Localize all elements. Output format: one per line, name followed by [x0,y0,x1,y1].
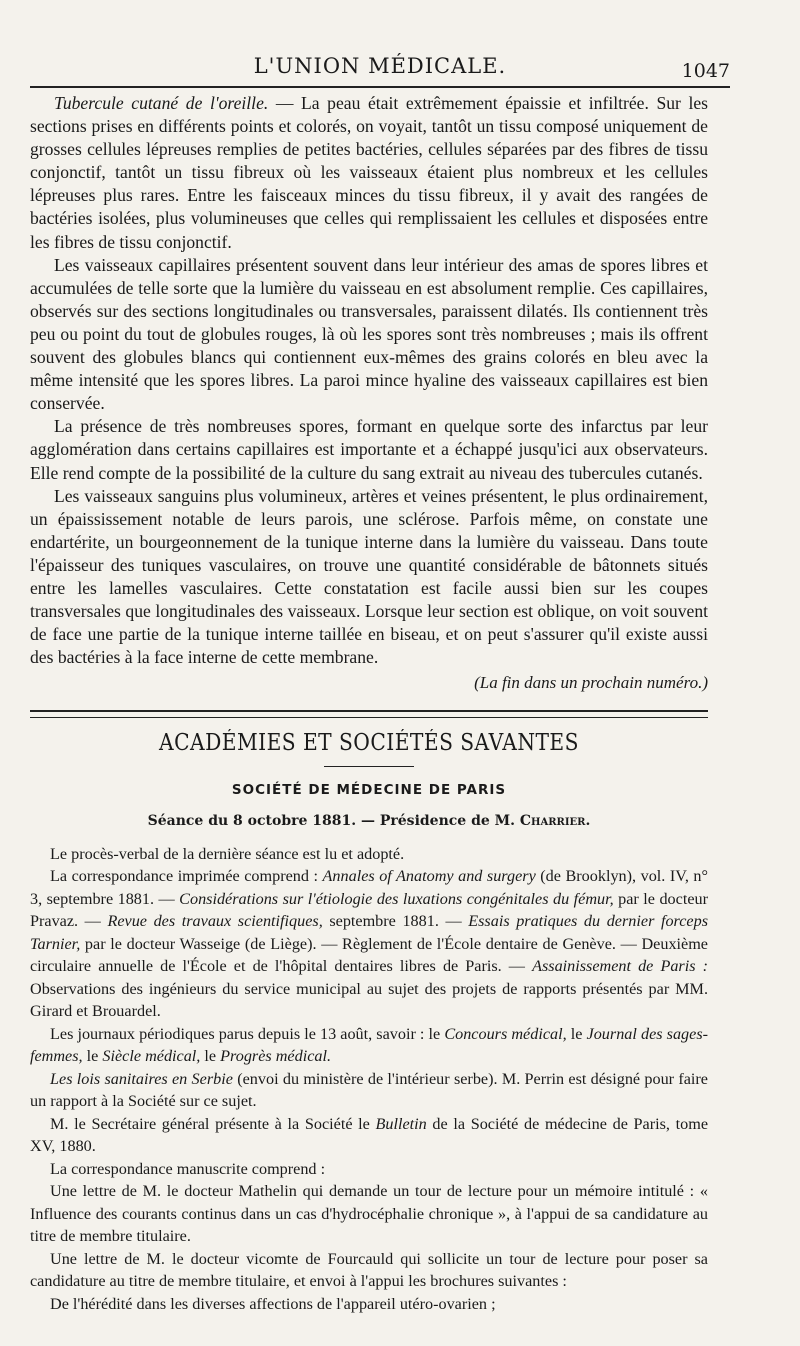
minutes-paragraph: De l'hérédité dans les diverses affections de l'appareil utéro-ovarien ; [50,1294,496,1313]
minutes-paragraph: M. le Secrétaire général présente à la Société le Bulletin de la Société de médecine de Paris, tome XV, 1880. [30,1114,708,1156]
paragraph-capillaries: Les vaisseaux capillaires présentent souvent dans leur intérieur des amas de spores libres et accumulées de telle sorte que la lumière du vaisseau en est absolument remplie. Ces capillaires, observés sur des sections longitudinales ou transversales, paraissent dilatés. Ils contiennent très peu ou point du tout de globules rouges, là où les spores sont très nombreuses ; mais ils offrent souvent des globules blancs qui contiennent eux-mêmes des grains colorés en bleu avec la même intensité que les spores libres. La paroi mince hyaline des vaisseaux capillaires est bien conservée. [30,254,708,414]
minutes-paragraph: La correspondance imprimée comprend : Annales of Anatomy and surgery (de Brooklyn), vol. IV, n° 3, septembre 1881. — Considérations sur l'étiologie des luxations congénitales du fémur, par le docteur Pravaz. — Revue des travaux scientifiques, septembre 1881. — Essais pratiques du dernier forceps Tarnier, par le docteur Wasseige (de Liège). — Règlement de l'École dentaire de Genève. — Deuxième circulaire annuelle de l'École et de l'hôpital dentaires libres de Paris. — Assainissement de Paris : Observations des ingénieurs du service municipal au sujet des projets de rapports présentés par MM. Girard et Brouardel. [30,867,709,1021]
minutes-paragraph: Les lois sanitaires en Serbie (envoi du ministère de l'intérieur serbe). M. Perrin est désigné pour faire un rapport à la Société sur ce sujet. [30,1069,708,1111]
title-rule [324,766,414,767]
section-title: ACADÉMIES ET SOCIÉTÉS SAVANTES [159,730,579,757]
president-name: Charrier. [519,812,591,829]
society-name: SOCIÉTÉ DE MÉDECINE DE PARIS [231,781,507,798]
page-content [30,92,708,1315]
minutes-paragraph: Les journaux périodiques parus depuis le 13 août, savoir : le Concours médical, le Journal des sages-femmes, le Siècle médical, le Progrès médical. [30,1024,709,1066]
minutes-paragraph: Une lettre de M. le docteur Mathelin qui demande un tour de lecture pour un mémoire intitulé : « Influence des courants continus dans un cas d'hydrocéphalie chronique », à l'appui de sa candidature au titre de membre titulaire. [30,1182,708,1246]
minutes-paragraph: La correspondance manuscrite comprend : [50,1159,326,1178]
page-number: 1047 [681,60,730,82]
minutes-paragraph: Une lettre de M. le docteur vicomte de Fourcauld qui sollicite un tour de lecture pour poser sa candidature au titre de membre titulaire, et envoi à l'appui les brochures suivantes : [30,1249,708,1291]
minutes-paragraph: Le procès-verbal de la dernière séance est lu et adopté. [50,844,405,863]
minutes [30,843,708,1316]
paragraph-vessels: Les vaisseaux sanguins plus volumineux, artères et veines présentent, le plus ordinairement, un épaississement notable de leurs parois, une sclérose. Parfois même, on constate une endartérite, un bourgeonnement de la tunique interne dans la lumière du vaisseau. Dans toute l'épaisseur des tuniques vasculaires, on trouve une quantité considérable de bâtonnets situés entre les lamelles vasculaires. Cette constatation est facile aussi bien sur les coupes transversales que longitudinales des vaisseaux. Lorsque leur section est oblique, on voit souvent de face une partie de la tunique interne taillée en biseau, et on peut s'assurer qu'il existe aussi des bactéries à la face interne de cette membrane. [30,485,708,668]
section-divider [30,710,708,718]
paragraph-spores: La présence de très nombreuses spores, formant en quelque sorte des infarctus par leur agglomération dans certains capillaires est importante et a échappé jusqu'ici aux observateurs. Elle rend compte de la possibilité de la culture du sang extrait au niveau des tubercules cutanés. [30,416,708,483]
paragraph-ear-tubercle: Tubercule cutané de l'oreille. — La peau était extrêmement épaissie et infiltrée. Sur les sections prises en différents points et colorés, on voyait, tantôt un tissu composé uniquement de grosses cellules lépreuses remplies de petites bactéries, cellules séparées par des fibres de tissu conjonctif, tantôt un tissu fibreux où les vaisseaux étaient plus nombreux et les cellules lépreuses plus rares. Entre les faisceaux minces du tissu fibreux, il y avait des rangées de bactéries isolées, plus volumineuses que celles qui remplissaient les cellules et disposées entre les fibres de tissu conjonctif. [30,93,709,252]
paragraph-heading: Tubercule cutané de l'oreille. [54,93,269,113]
to-be-continued-note: (La fin dans un prochain numéro.) [474,673,708,693]
session-line: Séance du 8 octobre 1881. — Présidence de M. Charrier. [147,812,591,829]
running-title: L'UNION MÉDICALE. [253,54,507,78]
running-head [30,52,730,88]
